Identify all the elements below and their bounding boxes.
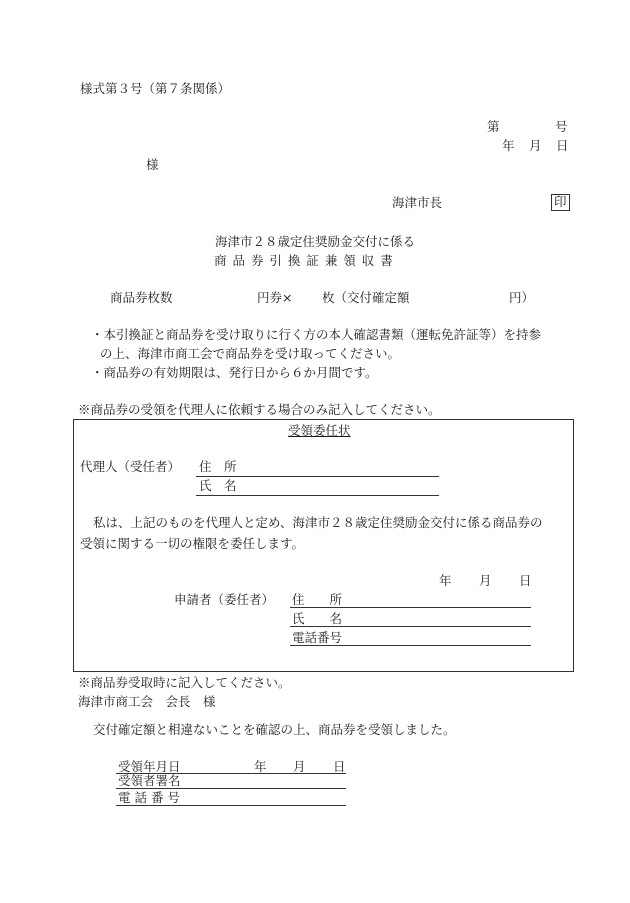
title-line2: 商 品 券 引 換 証 兼 領 収 書 xyxy=(214,253,394,268)
receipt-notice: ※商品券受取時に記入してください。 xyxy=(78,675,291,690)
delegation-date-month: 月 xyxy=(479,573,492,588)
voucher-yen-close: 円） xyxy=(509,290,535,305)
delegation-statement-1: 私は、上記のものを代理人と定め、海津市２８歳定住奨励金交付に係る商品券の xyxy=(93,515,543,530)
receipt-date-label: 受領年月日 xyxy=(118,759,181,774)
applicant-name-label: 氏 名 xyxy=(292,611,343,626)
voucher-unit-price: 円券× xyxy=(257,290,293,305)
issuer-name: 海津市長 xyxy=(392,195,443,210)
note-2: ・商品券の有効期限は、発行日から６か月間です。 xyxy=(91,365,378,380)
receipt-phone-field[interactable] xyxy=(116,805,346,806)
voucher-count-label: 商品券枚数 xyxy=(110,290,173,305)
applicant-address-field[interactable] xyxy=(290,607,531,608)
header-date-day: 日 xyxy=(556,138,569,153)
note-1-line-1: ・本引換証と商品券を受け取りに行く方の本人確認書類（運転免許証等）を持参 xyxy=(91,327,542,342)
voucher-sheets: 枚（交付確定額 xyxy=(322,290,410,305)
receipt-signature-label: 受領者署名 xyxy=(118,773,181,788)
delegation-date-day: 日 xyxy=(519,573,532,588)
receipt-day: 日 xyxy=(333,759,346,774)
applicant-phone-field[interactable] xyxy=(290,645,531,646)
agent-address-field[interactable] xyxy=(196,476,439,477)
form-number: 様式第３号（第７条関係） xyxy=(80,81,231,96)
applicant-phone-label: 電話番号 xyxy=(292,630,343,645)
seal-mark: 印 xyxy=(551,194,570,211)
agent-name-label: 氏 名 xyxy=(199,478,237,493)
receipt-phone-label: 電 話 番 号 xyxy=(118,790,180,805)
header-date-year: 年 xyxy=(502,138,515,153)
receipt-year: 年 xyxy=(254,759,267,774)
addressee-sama: 様 xyxy=(146,157,159,172)
receipt-statement: 交付確定額と相違ないことを確認の上、商品券を受領しました。 xyxy=(93,722,456,737)
doc-number-go: 号 xyxy=(555,119,568,134)
header-date-month: 月 xyxy=(529,138,542,153)
agent-name-field[interactable] xyxy=(196,495,439,496)
agent-address-label: 住 所 xyxy=(199,459,237,474)
note-1-line-2: の上、海津市商工会で商品券を受け取ってください。 xyxy=(100,346,401,361)
delegation-date-year: 年 xyxy=(439,573,452,588)
applicant-name-field[interactable] xyxy=(290,626,531,627)
doc-number-dai: 第 xyxy=(487,119,500,134)
applicant-address-label: 住 所 xyxy=(292,592,343,607)
applicant-label: 申請者（委任者） xyxy=(174,592,275,607)
receipt-month: 月 xyxy=(293,759,306,774)
proxy-notice: ※商品券の受領を代理人に依頼する場合のみ記入してください。 xyxy=(78,402,441,417)
agent-label: 代理人（受任者） xyxy=(80,459,181,474)
receipt-signature-field[interactable] xyxy=(116,788,346,789)
receipt-addressee: 海津市商工会 会長 様 xyxy=(78,694,216,709)
delegation-title: 受領委任状 xyxy=(288,423,351,438)
title-line1: 海津市２８歳定住奨励金交付に係る xyxy=(215,234,416,249)
delegation-statement-2: 受領に関する一切の権限を委任します。 xyxy=(80,536,305,551)
